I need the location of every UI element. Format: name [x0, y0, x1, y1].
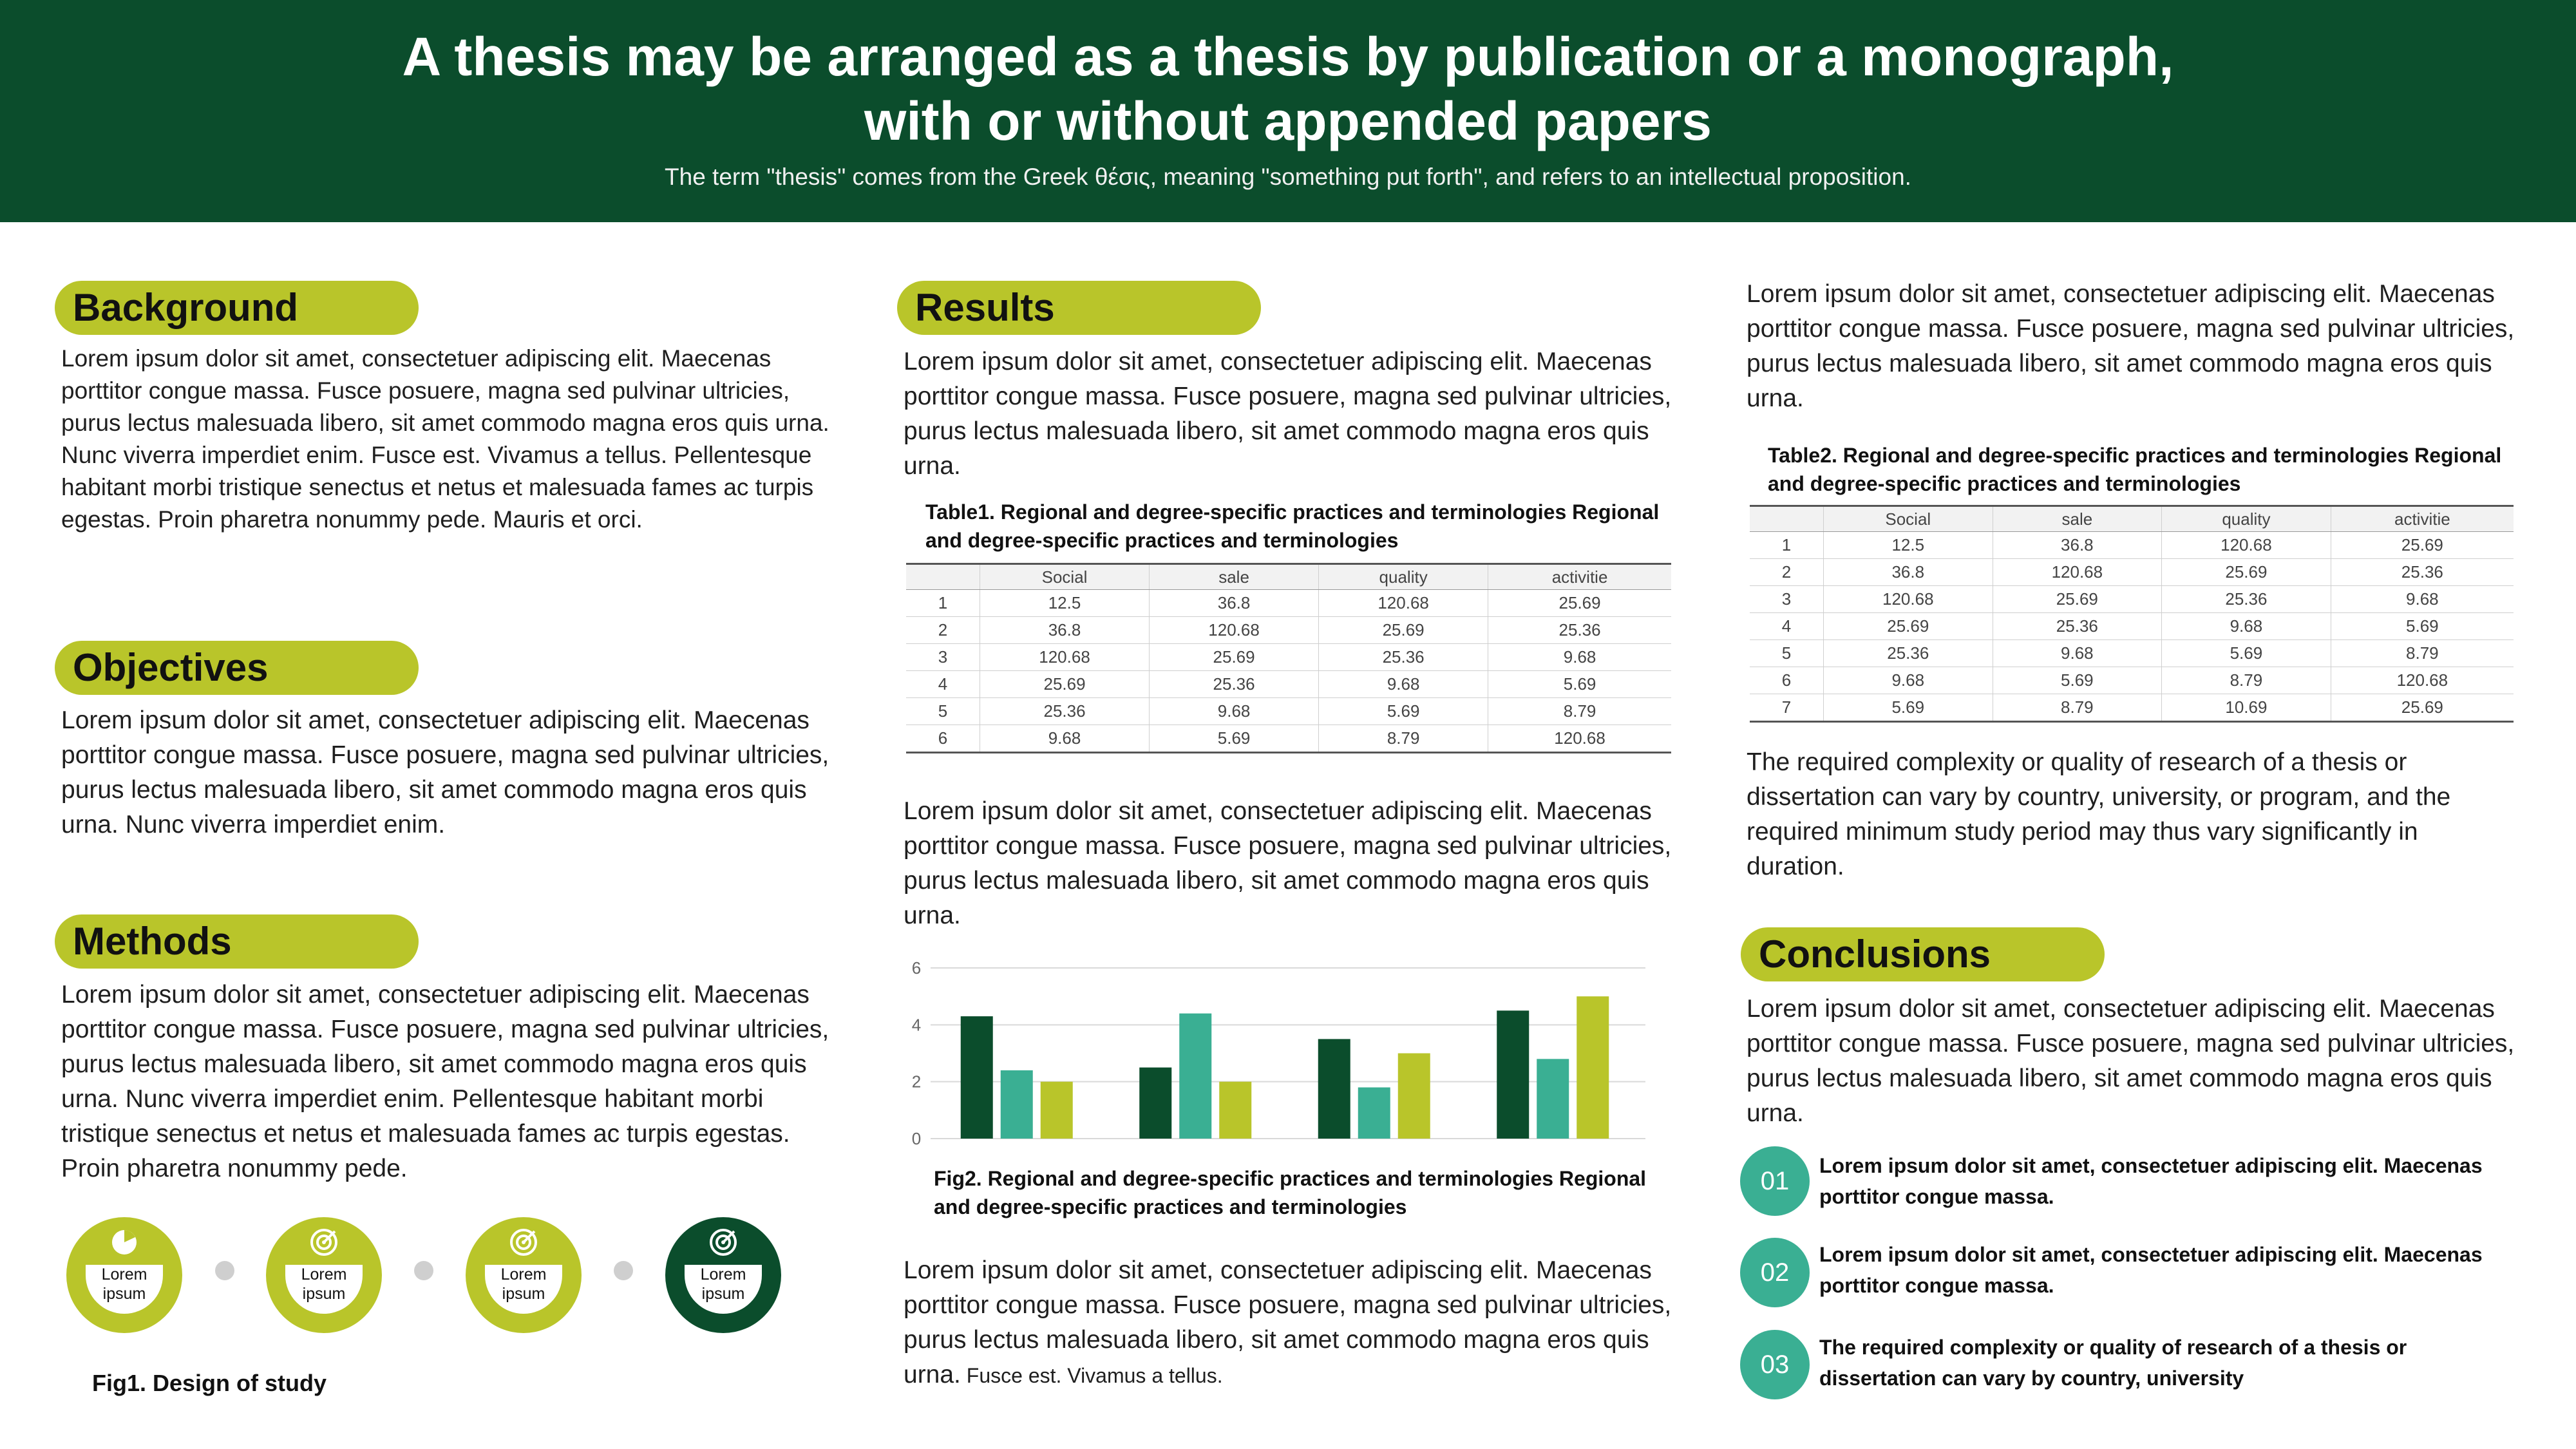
table2 [1750, 505, 2514, 723]
target-icon [507, 1226, 540, 1258]
chart-bar [1577, 996, 1609, 1139]
results-bar-chart [905, 953, 1665, 1146]
table-cell: 3 [1750, 586, 1824, 613]
table-row [906, 644, 1671, 671]
table-header-row [1750, 506, 2514, 532]
table-cell: 36.8 [1824, 559, 1993, 586]
table-cell: 9.68 [1824, 667, 1993, 694]
table-cell: 25.36 [1824, 640, 1993, 667]
table-cell: 6 [906, 725, 980, 753]
table-cell: 120.68 [1824, 586, 1993, 613]
table1-caption: Table1. Regional and degree-specific practices and terminologies Regional and degree-specific practices and terminologies [925, 500, 1660, 552]
study-step-label: Lorem ipsum [485, 1265, 562, 1314]
figure2-caption: Fig2. Regional and degree-specific practices and terminologies Regional and degree-specific practices and terminologies [934, 1167, 1647, 1218]
table-cell: 5.69 [1488, 671, 1671, 698]
chart-bar [1041, 1082, 1073, 1139]
table-header-cell [1750, 506, 1824, 532]
table-header-cell: activitie [1488, 564, 1671, 590]
table-row [906, 590, 1671, 617]
table-row [906, 725, 1671, 753]
table-cell: 8.79 [2162, 667, 2331, 694]
table-cell: 120.68 [2162, 532, 2331, 559]
study-step-4 [665, 1217, 781, 1333]
chart-bar [1398, 1054, 1430, 1139]
table-cell: 5.69 [1993, 667, 2162, 694]
chart-bar [1179, 1014, 1211, 1139]
table-cell: 36.8 [1993, 532, 2162, 559]
table-row [1750, 613, 2514, 640]
objectives-heading: Objectives [55, 641, 419, 695]
table-cell: 25.69 [1993, 586, 2162, 613]
table-cell: 25.36 [1319, 644, 1488, 671]
chart-bar [1139, 1068, 1171, 1139]
y-tick-label: 2 [911, 1072, 922, 1092]
step-connector-dot [215, 1261, 234, 1280]
table1 [906, 563, 1671, 753]
conclusion-item-text: Lorem ipsum dolor sit amet, consectetuer adipiscing elit. Maecenas porttitor congue massa. [1819, 1243, 2483, 1297]
conclusion-number-badge: 01 [1740, 1146, 1810, 1216]
table-row [1750, 667, 2514, 694]
pie-chart-icon [108, 1226, 140, 1258]
table-cell: 120.68 [980, 644, 1150, 671]
table-cell: 36.8 [1150, 590, 1319, 617]
y-tick-label: 4 [911, 1015, 922, 1035]
objectives-text: Lorem ipsum dolor sit amet, consectetuer adipiscing elit. Maecenas porttitor congue massa. Fusce posuere, magna sed pulvinar ultricies, purus lectus malesuada libero, sit amet commodo magna eros quis urna. Nunc viverra imperdiet enim. [61, 706, 829, 838]
poster-title: A thesis may be arranged as a thesis by publication or a monograph, with or without appended papers [402, 26, 2174, 151]
methods-text: Lorem ipsum dolor sit amet, consectetuer adipiscing elit. Maecenas porttitor congue massa. Fusce posuere, magna sed pulvinar ultricies, purus lectus malesuada libero, sit amet commodo magna eros quis urna. Nunc viverra imperdiet enim. Pellentesque habitant morbi tristique senectus et netus et malesuada fames ac turpis egestas. Proin pharetra nonummy pede. [61, 981, 829, 1182]
y-tick-label: 0 [911, 1129, 922, 1146]
table-cell: 1 [1750, 532, 1824, 559]
table-row [1750, 559, 2514, 586]
table-cell: 1 [906, 590, 980, 617]
chart-bar [961, 1016, 993, 1139]
right-text-1: Lorem ipsum dolor sit amet, consectetuer adipiscing elit. Maecenas porttitor congue massa. Fusce posuere, magna sed pulvinar ultricies, purus lectus malesuada libero, sit amet commodo magna eros quis urna. [1747, 280, 2515, 412]
right-text-2: The required complexity or quality of research of a thesis or dissertation can vary by country, university, or program, and the required minimum study period may thus vary significantly in duration. [1747, 748, 2451, 880]
table-cell: 25.69 [2331, 532, 2514, 559]
table-cell: 25.36 [1488, 617, 1671, 644]
results-text-2: Lorem ipsum dolor sit amet, consectetuer adipiscing elit. Maecenas porttitor congue massa. Fusce posuere, magna sed pulvinar ultricies, purus lectus malesuada libero, sit amet commodo magna eros quis urna. [904, 797, 1672, 929]
chart-bar [1001, 1070, 1033, 1139]
chart-bar [1358, 1088, 1390, 1139]
table-cell: 5.69 [1824, 694, 1993, 722]
table-header-cell: activitie [2331, 506, 2514, 532]
table-cell: 25.69 [1488, 590, 1671, 617]
table-cell: 25.69 [1824, 613, 1993, 640]
chart-bar [1497, 1010, 1529, 1139]
figure1-caption: Fig1. Design of study [92, 1370, 327, 1396]
step-connector-dot [414, 1261, 433, 1280]
table-cell: 5.69 [1319, 698, 1488, 725]
table-cell: 25.69 [2331, 694, 2514, 722]
table-header-cell: quality [2162, 506, 2331, 532]
study-step-3 [466, 1217, 582, 1333]
study-step-label: Lorem ipsum [86, 1265, 163, 1314]
table-cell: 120.68 [1319, 590, 1488, 617]
target-icon [308, 1226, 340, 1258]
background-heading: Background [55, 281, 419, 335]
table-header-row [906, 564, 1671, 590]
table-header-cell: Social [980, 564, 1150, 590]
table-row [906, 671, 1671, 698]
table-cell: 10.69 [2162, 694, 2331, 722]
table-row [1750, 532, 2514, 559]
table-cell: 36.8 [980, 617, 1150, 644]
table-cell: 8.79 [1488, 698, 1671, 725]
table-row [906, 698, 1671, 725]
table-header-cell: sale [1993, 506, 2162, 532]
table-cell: 12.5 [980, 590, 1150, 617]
table-cell: 9.68 [1319, 671, 1488, 698]
results-text-3: Lorem ipsum dolor sit amet, consectetuer adipiscing elit. Maecenas porttitor congue massa. Fusce posuere, magna sed pulvinar ultricies, purus lectus malesuada libero, sit amet commodo magna eros quis urna. Fusce est. Vivamus a tellus. [904, 1256, 1672, 1388]
table-cell: 5 [906, 698, 980, 725]
conclusion-item-text: The required complexity or quality of research of a thesis or dissertation can vary by country, university [1819, 1336, 2407, 1390]
table-cell: 9.68 [1993, 640, 2162, 667]
table-cell: 120.68 [1993, 559, 2162, 586]
conclusions-text: Lorem ipsum dolor sit amet, consectetuer adipiscing elit. Maecenas porttitor congue massa. Fusce posuere, magna sed pulvinar ultricies, purus lectus malesuada libero, sit amet commodo magna eros quis urna. [1747, 995, 2515, 1127]
conclusions-heading: Conclusions [1741, 927, 2105, 981]
poster-header [0, 0, 2576, 222]
table-row [1750, 640, 2514, 667]
table-cell: 5 [1750, 640, 1824, 667]
table-cell: 5.69 [2331, 613, 2514, 640]
table-cell: 9.68 [980, 725, 1150, 753]
chart-bar [1318, 1039, 1350, 1139]
table-cell: 12.5 [1824, 532, 1993, 559]
chart-bar [1219, 1082, 1251, 1139]
table-cell: 25.36 [1993, 613, 2162, 640]
table-cell: 9.68 [2162, 613, 2331, 640]
table-cell: 8.79 [2331, 640, 2514, 667]
results-heading: Results [897, 281, 1261, 335]
table-header-cell: quality [1319, 564, 1488, 590]
target-icon [707, 1226, 739, 1258]
table-cell: 120.68 [2331, 667, 2514, 694]
table-cell: 25.36 [1150, 671, 1319, 698]
table-cell: 2 [906, 617, 980, 644]
conclusion-number-badge: 03 [1740, 1330, 1810, 1399]
background-text: Lorem ipsum dolor sit amet, consectetuer adipiscing elit. Maecenas porttitor congue massa. Fusce posuere, magna sed pulvinar ultricies, purus lectus malesuada libero, sit amet commodo magna eros quis urna. Nunc viverra imperdiet enim. Fusce est. Vivamus a tellus. Pellentesque habitant morbi tristique senectus et netus et malesuada fames ac turpis egestas. Proin pharetra nonummy pede. Mauris et orci. [61, 345, 829, 533]
methods-heading: Methods [55, 914, 419, 969]
step-connector-dot [614, 1261, 633, 1280]
table-cell: 4 [1750, 613, 1824, 640]
table-cell: 7 [1750, 694, 1824, 722]
table-cell: 5.69 [1150, 725, 1319, 753]
table-cell: 3 [906, 644, 980, 671]
table2-caption: Table2. Regional and degree-specific practices and terminologies Regional and degree-specific practices and terminologies [1768, 444, 2502, 495]
y-tick-label: 6 [911, 958, 922, 978]
table-cell: 9.68 [1488, 644, 1671, 671]
table-cell: 25.36 [2331, 559, 2514, 586]
table-cell: 5.69 [2162, 640, 2331, 667]
table-cell: 9.68 [1150, 698, 1319, 725]
table-cell: 25.69 [2162, 559, 2331, 586]
conclusion-number-badge: 02 [1740, 1238, 1810, 1307]
study-step-1 [66, 1217, 182, 1333]
table-row [1750, 694, 2514, 722]
table-cell: 8.79 [1319, 725, 1488, 753]
results-text-1: Lorem ipsum dolor sit amet, consectetuer adipiscing elit. Maecenas porttitor congue massa. Fusce posuere, magna sed pulvinar ultricies, purus lectus malesuada libero, sit amet commodo magna eros quis urna. [904, 348, 1672, 480]
table-header-cell: Social [1824, 506, 1993, 532]
table-cell: 25.69 [1150, 644, 1319, 671]
study-step-label: Lorem ipsum [285, 1265, 363, 1314]
table-cell: 120.68 [1150, 617, 1319, 644]
table-cell: 2 [1750, 559, 1824, 586]
table-cell: 25.36 [980, 698, 1150, 725]
study-step-label: Lorem ipsum [685, 1265, 762, 1314]
table-cell: 120.68 [1488, 725, 1671, 753]
table-cell: 25.69 [980, 671, 1150, 698]
table-row [1750, 586, 2514, 613]
table-cell: 25.36 [2162, 586, 2331, 613]
table-cell: 9.68 [2331, 586, 2514, 613]
study-step-2 [266, 1217, 382, 1333]
table-cell: 4 [906, 671, 980, 698]
table-header-cell: sale [1150, 564, 1319, 590]
conclusion-item-text: Lorem ipsum dolor sit amet, consectetuer adipiscing elit. Maecenas porttitor congue massa. [1819, 1154, 2483, 1208]
table-header-cell [906, 564, 980, 590]
chart-bar [1537, 1059, 1569, 1139]
table-cell: 8.79 [1993, 694, 2162, 722]
table-cell: 25.69 [1319, 617, 1488, 644]
poster-subtitle: The term "thesis" comes from the Greek θέσις, meaning "something put forth", and refers to an intellectual proposition. [665, 164, 1911, 190]
table-row [906, 617, 1671, 644]
table-cell: 6 [1750, 667, 1824, 694]
